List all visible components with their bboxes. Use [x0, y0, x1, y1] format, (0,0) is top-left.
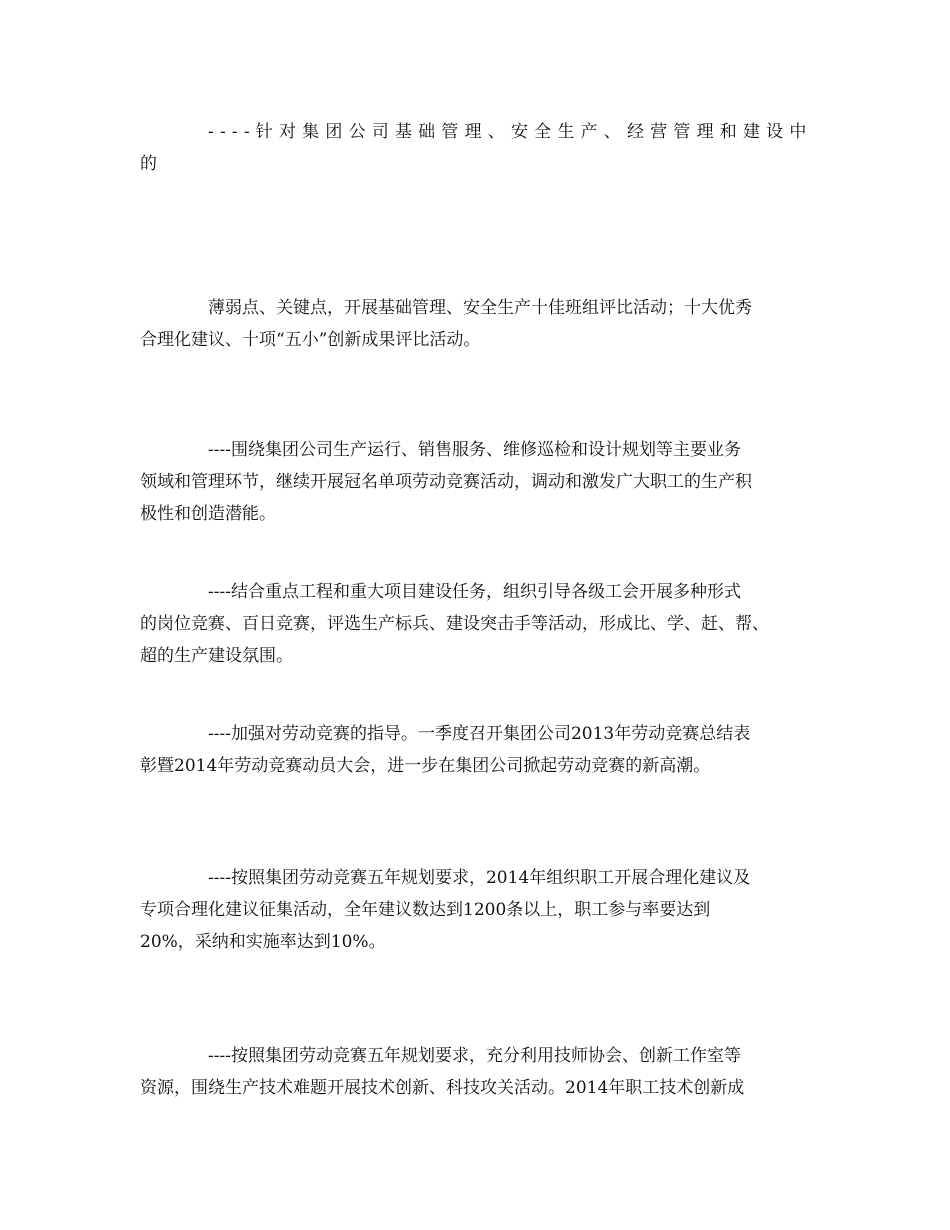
paragraph-line: 极性和创造潜能。: [140, 504, 276, 524]
paragraph-2: [140, 292, 812, 356]
paragraph-3: [140, 434, 812, 530]
paragraph-1: [140, 116, 812, 180]
paragraph-6: [140, 862, 812, 958]
paragraph-line: 合理化建议、十项“五小”创新成果评比活动。: [140, 330, 481, 350]
paragraph-line: ----按照集团劳动竞赛五年规划要求，充分利用技师协会、创新工作室等: [208, 1046, 741, 1066]
paragraph-line: ----按照集团劳动竞赛五年规划要求，2014年组织职工开展合理化建议及: [208, 868, 751, 888]
paragraph-line: ----围绕集团公司生产运行、销售服务、维修巡检和设计规划等主要业务: [208, 440, 741, 460]
paragraph-4: [140, 576, 812, 672]
paragraph-line: 的: [140, 154, 157, 174]
paragraph-line: 领域和管理环节，继续开展冠名单项劳动竞赛活动，调动和激发广大职工的生产积: [140, 472, 752, 492]
paragraph-line: 彰暨2014年劳动竞赛动员大会，进一步在集团公司掀起劳动竞赛的新高潮。: [140, 756, 711, 776]
paragraph-line: 超的生产建设氛围。: [140, 646, 293, 666]
paragraph-line: ----加强对劳动竞赛的指导。一季度召开集团公司2013年劳动竞赛总结表: [208, 724, 751, 744]
paragraph-line: ----针对集团公司基础管理、安全生产、经营管理和建设中: [208, 122, 813, 142]
paragraph-line: 薄弱点、关键点，开展基础管理、安全生产十佳班组评比活动；十大优秀: [208, 298, 752, 318]
paragraph-line: 专项合理化建议征集活动，全年建议数达到1200条以上，职工参与率要达到: [140, 900, 711, 920]
paragraph-line: 20%，采纳和实施率达到10%。: [140, 932, 386, 952]
paragraph-7: [140, 1040, 812, 1104]
paragraph-5: [140, 718, 812, 782]
paragraph-line: ----结合重点工程和重大项目建设任务，组织引导各级工会开展多种形式: [208, 582, 741, 602]
paragraph-line: 的岗位竞赛、百日竞赛，评选生产标兵、建设突击手等活动，形成比、学、赶、帮、: [140, 614, 769, 634]
paragraph-line: 资源，围绕生产技术难题开展技术创新、科技攻关活动。2014年职工技术创新成: [140, 1078, 745, 1098]
